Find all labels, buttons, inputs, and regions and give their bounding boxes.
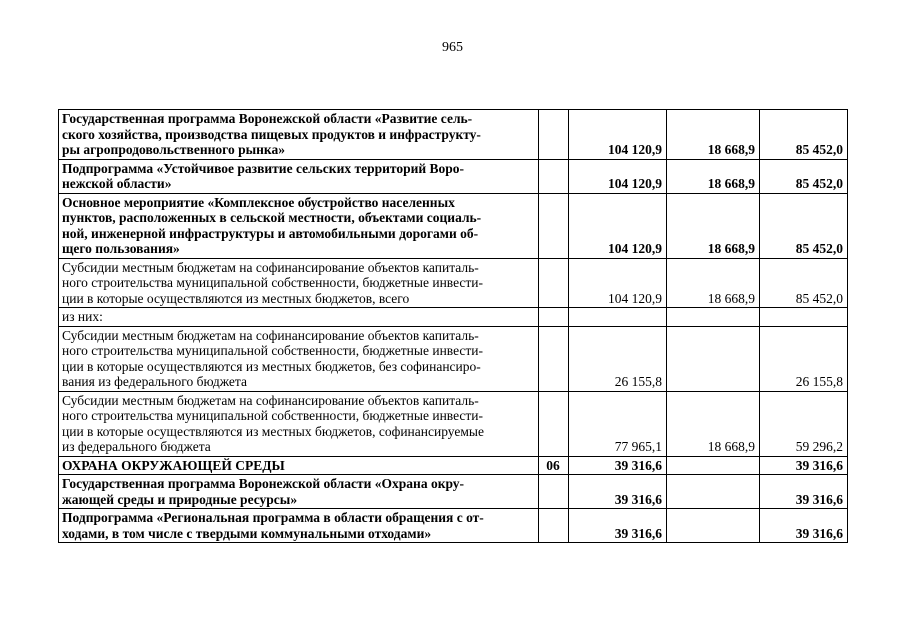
item-name-line: Основное мероприятие «Комплексное обустройство населенных bbox=[62, 194, 455, 210]
table-row bbox=[59, 475, 848, 509]
item-name-line: Субсидии местным бюджетам на софинансирование объектов капиталь- bbox=[62, 259, 479, 275]
regional-amount-cell: 85 452,0 bbox=[760, 193, 848, 258]
federal-amount-cell bbox=[667, 475, 760, 509]
item-name-line: ского хозяйства, производства пищевых продуктов и инфраструкту- bbox=[62, 126, 481, 142]
total-amount-cell bbox=[569, 308, 667, 327]
table-row bbox=[59, 308, 848, 327]
section-code-cell: 06 bbox=[539, 456, 569, 475]
item-name-cell bbox=[59, 258, 539, 308]
regional-amount-cell: 26 155,8 bbox=[760, 326, 848, 391]
total-amount-cell: 39 316,6 bbox=[569, 509, 667, 543]
item-name-line: ции в которые осуществляются из местных бюджетов, софинансируемые bbox=[62, 423, 484, 439]
item-name-cell bbox=[59, 110, 539, 160]
item-name-line: ной, инженерной инфраструктуры и автомобильными дорогами об- bbox=[62, 225, 479, 241]
regional-amount-cell: 85 452,0 bbox=[760, 159, 848, 193]
federal-amount-cell bbox=[667, 326, 760, 391]
item-name-cell bbox=[59, 159, 539, 193]
page-number: 965 bbox=[442, 40, 463, 55]
total-amount-cell: 77 965,1 bbox=[569, 391, 667, 456]
table-row bbox=[59, 509, 848, 543]
item-name-line: ры агропродовольственного рынка» bbox=[62, 142, 285, 157]
regional-amount-cell: 39 316,6 bbox=[760, 509, 848, 543]
item-name-cell bbox=[59, 509, 539, 543]
item-name-line: Государственная программа Воронежской области «Развитие сель- bbox=[62, 111, 473, 126]
item-name-cell bbox=[59, 326, 539, 391]
item-name-line: Подпрограмма «Региональная программа в области обращения с от- bbox=[62, 510, 484, 525]
item-name-cell bbox=[59, 193, 539, 258]
total-amount-cell: 104 120,9 bbox=[569, 193, 667, 258]
item-name-line: вания из федерального бюджета bbox=[62, 374, 247, 389]
federal-amount-cell: 18 668,9 bbox=[667, 193, 760, 258]
section-code-cell bbox=[539, 475, 569, 509]
item-name-cell bbox=[59, 308, 539, 327]
total-amount-cell: 39 316,6 bbox=[569, 456, 667, 475]
total-amount-cell: 104 120,9 bbox=[569, 110, 667, 160]
item-name-line: ции в которые осуществляются из местных бюджетов, всего bbox=[62, 290, 410, 306]
section-code-cell bbox=[539, 193, 569, 258]
item-name-line: ного строительства муниципальной собственности, бюджетные инвести- bbox=[62, 343, 484, 358]
item-name-line: пунктов, расположенных в сельской местности, объектами социаль- bbox=[62, 210, 482, 225]
item-name-line: ного строительства муниципальной собственности, бюджетные инвести- bbox=[62, 408, 484, 423]
item-name-line: из федерального бюджета bbox=[62, 439, 211, 454]
budget-table bbox=[58, 109, 848, 543]
table-row bbox=[59, 159, 848, 193]
item-name-line: Подпрограмма «Устойчивое развитие сельских территорий Воро- bbox=[62, 160, 465, 176]
item-name-line: Субсидии местным бюджетам на софинансирование объектов капиталь- bbox=[62, 327, 479, 343]
item-name-line: Государственная программа Воронежской области «Охрана окру- bbox=[62, 476, 465, 491]
section-code-cell bbox=[539, 110, 569, 160]
item-name-line: из них: bbox=[62, 309, 103, 324]
table-row bbox=[59, 456, 848, 475]
item-name-cell bbox=[59, 456, 539, 475]
table-row bbox=[59, 110, 848, 160]
item-name-cell bbox=[59, 475, 539, 509]
section-code-cell bbox=[539, 326, 569, 391]
item-name-line: ции в которые осуществляются из местных бюджетов, без софинансиро- bbox=[62, 358, 481, 374]
total-amount-cell: 104 120,9 bbox=[569, 159, 667, 193]
item-name-line: ОХРАНА ОКРУЖАЮЩЕЙ СРЕДЫ bbox=[62, 457, 285, 473]
regional-amount-cell: 85 452,0 bbox=[760, 258, 848, 308]
table-row bbox=[59, 193, 848, 258]
section-code-cell bbox=[539, 159, 569, 193]
federal-amount-cell bbox=[667, 456, 760, 475]
budget-table-body bbox=[59, 110, 848, 543]
table-row bbox=[59, 326, 848, 391]
table-row bbox=[59, 391, 848, 456]
regional-amount-cell bbox=[760, 308, 848, 327]
regional-amount-cell: 59 296,2 bbox=[760, 391, 848, 456]
total-amount-cell: 26 155,8 bbox=[569, 326, 667, 391]
section-code-cell bbox=[539, 509, 569, 543]
table-row bbox=[59, 258, 848, 308]
federal-amount-cell: 18 668,9 bbox=[667, 110, 760, 160]
federal-amount-cell bbox=[667, 308, 760, 327]
total-amount-cell: 104 120,9 bbox=[569, 258, 667, 308]
section-code-cell bbox=[539, 308, 569, 327]
regional-amount-cell: 85 452,0 bbox=[760, 110, 848, 160]
federal-amount-cell: 18 668,9 bbox=[667, 391, 760, 456]
item-name-line: жающей среды и природные ресурсы» bbox=[62, 491, 298, 507]
item-name-line: нежской области» bbox=[62, 176, 172, 191]
item-name-line: ходами, в том числе с твердыми коммунальными отходами» bbox=[62, 525, 432, 541]
regional-amount-cell: 39 316,6 bbox=[760, 456, 848, 475]
federal-amount-cell: 18 668,9 bbox=[667, 258, 760, 308]
section-code-cell bbox=[539, 391, 569, 456]
federal-amount-cell bbox=[667, 509, 760, 543]
item-name-cell bbox=[59, 391, 539, 456]
regional-amount-cell: 39 316,6 bbox=[760, 475, 848, 509]
total-amount-cell: 39 316,6 bbox=[569, 475, 667, 509]
item-name-line: Субсидии местным бюджетам на софинансирование объектов капиталь- bbox=[62, 392, 479, 408]
item-name-line: щего пользования» bbox=[62, 241, 180, 256]
section-code-cell bbox=[539, 258, 569, 308]
federal-amount-cell: 18 668,9 bbox=[667, 159, 760, 193]
item-name-line: ного строительства муниципальной собственности, бюджетные инвести- bbox=[62, 275, 484, 290]
